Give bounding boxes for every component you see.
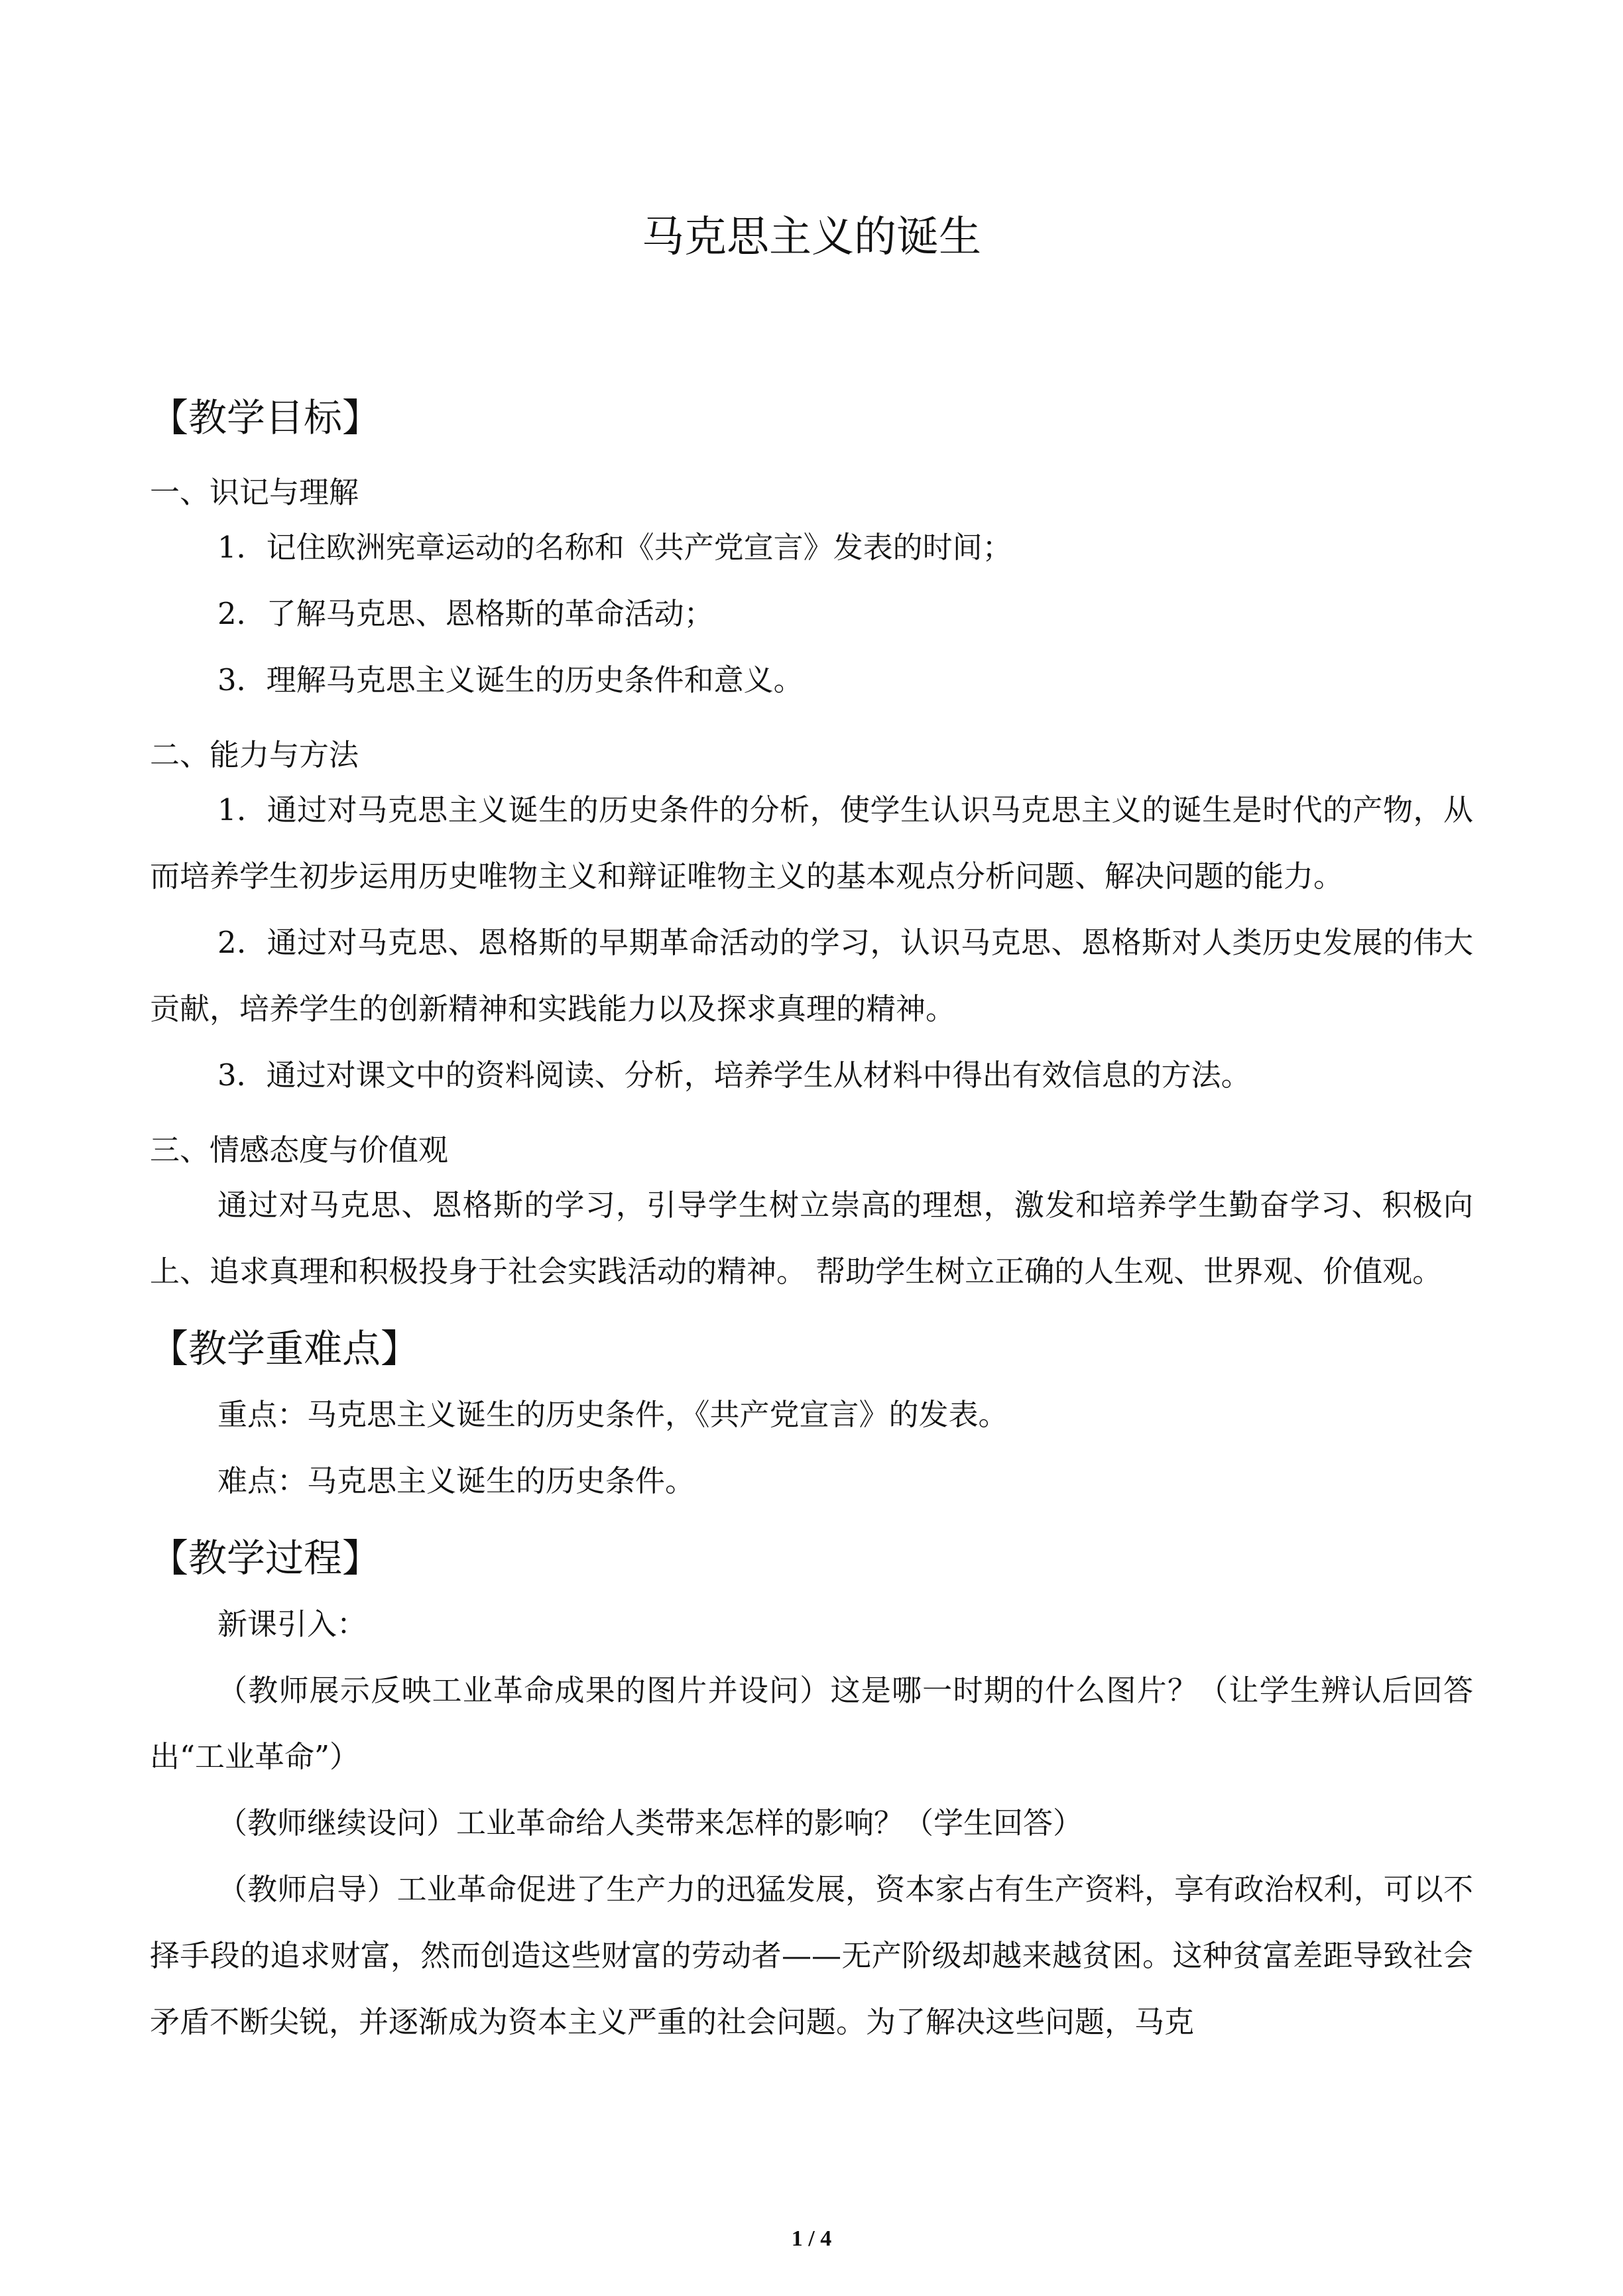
page-number: 1 / 4 bbox=[791, 2226, 832, 2251]
paragraph: 1．记住欧洲宪章运动的名称和《共产党宣言》发表的时间； bbox=[217, 530, 1012, 565]
paragraph: 通过对马克思、恩格斯的学习，引导学生树立崇高的理想，激发和培养学生勤奋学习、积极向上、追求真理和积极投身于社会实践活动的精神。 帮助学生树立正确的人生观、世界观、价值观。 bbox=[150, 1187, 1473, 1289]
section-heading-process: 【教学过程】 bbox=[150, 1536, 381, 1581]
subheading-ability: 二、能力与方法 bbox=[150, 737, 359, 772]
paragraph: 难点：马克思主义诞生的历史条件。 bbox=[217, 1463, 695, 1498]
section-heading-objectives: 【教学目标】 bbox=[150, 395, 381, 440]
section-heading-key-points: 【教学重难点】 bbox=[150, 1326, 420, 1371]
paragraph: （教师继续设问）工业革命给人类带来怎样的影响？（学生回答） bbox=[217, 1805, 1083, 1841]
paragraph: 3．通过对课文中的资料阅读、分析，培养学生从材料中得出有效信息的方法。 bbox=[217, 1057, 1251, 1093]
paragraph: （教师启导）工业革命促进了生产力的迅猛发展，资本家占有生产资料，享有政治权利，可以不择手段的追求财富，然而创造这些财富的劳动者——无产阶级却越来越贫困。这种贫富差距导致社会矛盾不断尖锐，并逐渐成为资本主义严重的社会问题。为了解决这些问题，马克 bbox=[150, 1872, 1473, 2039]
paragraph: 新课引入： bbox=[217, 1606, 367, 1642]
paragraph: 3．理解马克思主义诞生的历史条件和意义。 bbox=[217, 662, 804, 697]
subheading-knowledge: 一、识记与理解 bbox=[150, 475, 359, 510]
paragraph: 1．通过对马克思主义诞生的历史条件的分析，使学生认识马克思主义的诞生是时代的产物，从而培养学生初步运用历史唯物主义和辩证唯物主义的基本观点分析问题、解决问题的能力。 bbox=[150, 792, 1473, 894]
paragraph: 2．通过对马克思、恩格斯的早期革命活动的学习，认识马克思、恩格斯对人类历史发展的伟大贡献，培养学生的创新精神和实践能力以及探求真理的精神。 bbox=[150, 925, 1473, 1026]
subheading-values: 三、情感态度与价值观 bbox=[150, 1132, 449, 1168]
paragraph: 2．了解马克思、恩格斯的革命活动； bbox=[217, 596, 714, 631]
document-body bbox=[150, 385, 1473, 2055]
paragraph: 重点：马克思主义诞生的历史条件，《共产党宣言》的发表。 bbox=[217, 1397, 1008, 1432]
document-title: 马克思主义的诞生 bbox=[642, 213, 981, 262]
paragraph: （教师展示反映工业革命成果的图片并设问）这是哪一时期的什么图片？（让学生辨认后回答出“工业革命”） bbox=[150, 1673, 1473, 1774]
